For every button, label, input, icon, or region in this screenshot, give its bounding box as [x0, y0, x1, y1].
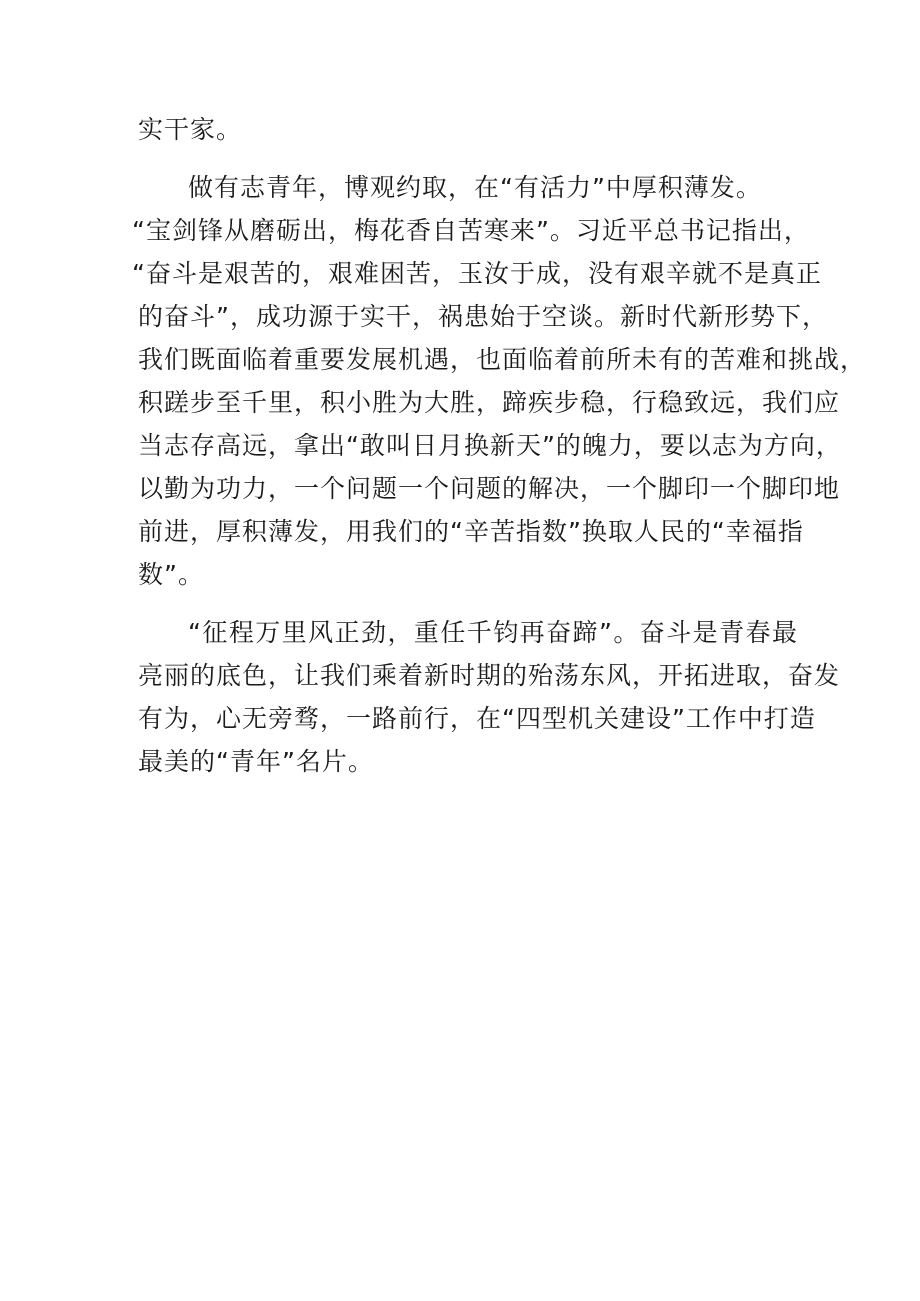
text-line: 前进，厚积薄发，用我们的“辛苦指数”换取人民的“幸福指: [138, 517, 804, 546]
text-line: 数”。: [138, 560, 204, 589]
text-line: 我们既面临着重要发展机遇，也面临着前所未有的苦难和挑战，: [138, 345, 867, 374]
text-line: 实干家。: [138, 115, 243, 144]
paragraph-heading: 做有志青年，博观约取，在“有活力”中厚积薄发。: [188, 173, 762, 202]
text-line: 亮丽的底色，让我们乘着新时期的殆荡东风，开拓进取，奋发: [138, 661, 841, 690]
text-line: 当志存高远，拿出“敢叫日月换新天”的魄力，要以志为方向，: [138, 431, 842, 460]
text-line: 的奋斗”，成功源于实干，祸患始于空谈。新时代新形势下，: [138, 302, 828, 331]
text-line: “宝剑锋从磨砺出，梅花香自苦寒来”。习近平总书记指出，: [132, 216, 810, 245]
text-line: 积蹉步至千里，积小胜为大胜，蹄疾步稳，行稳致远，我们应: [138, 388, 841, 417]
text-line: 有为，心无旁骛，一路前行，在“四型机关建设”工作中打造: [138, 704, 816, 733]
text-line: 最美的“青年”名片。: [138, 747, 374, 776]
text-line: “奋斗是艰苦的，艰难困苦，玉汝于成，没有艰辛就不是真正: [132, 259, 822, 288]
text-line: “征程万里风正劲，重任千钧再奋蹄”。奋斗是青春最: [188, 618, 798, 647]
text-line: 以勤为功力，一个问题一个问题的解决，一个脚印一个脚印地: [138, 474, 841, 503]
